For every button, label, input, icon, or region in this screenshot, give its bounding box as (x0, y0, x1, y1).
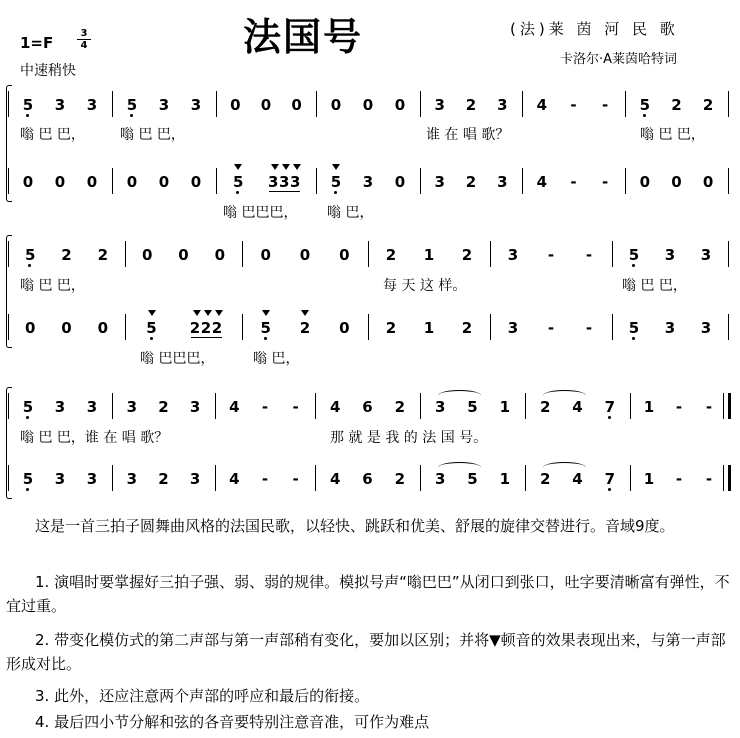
measure-v2-7 (629, 172, 724, 192)
note-3: 3 (700, 246, 712, 264)
note-0: 0 (141, 246, 153, 264)
sustain-dash: - (547, 246, 555, 264)
note-2: 2 (201, 319, 212, 337)
slur (543, 462, 587, 473)
note-0: 0 (178, 246, 189, 264)
note-4: 4 (229, 398, 240, 416)
note-paragraph-intro: 这是一首三拍子圆舞曲风格的法国民歌，以轻快、跳跃和优美、舒展的旋律交替进行。音域9度。 (35, 517, 675, 535)
barline (728, 91, 729, 117)
sustain-dash: - (675, 398, 683, 416)
note-1: 1 (423, 246, 435, 264)
note-5: 5 (22, 470, 34, 488)
note-2: 2 (298, 319, 312, 337)
note-3: 3 (86, 398, 98, 416)
note-5: 5 (22, 96, 34, 114)
measure-v1-7 (629, 95, 724, 115)
staccato-mark (271, 164, 279, 170)
note-3: 3 (434, 96, 445, 114)
note-0: 0 (339, 319, 350, 337)
measure-v2-3 (219, 469, 311, 489)
measure-v2-1 (12, 172, 108, 192)
note-2: 2 (394, 398, 406, 416)
note-3: 3 (54, 96, 66, 114)
measure-v1-2 (129, 245, 238, 265)
barline (8, 91, 9, 117)
sustain-dash: - (585, 246, 593, 264)
measure-v1-4 (320, 95, 416, 115)
note-0: 0 (362, 96, 374, 114)
lyric-s3-v1-b: 那 就 是 我 的 法 国 号。 (330, 430, 488, 446)
note-3: 3 (507, 246, 519, 264)
barline (125, 241, 126, 267)
staccato-mark (193, 310, 201, 316)
measure-v2-1 (12, 469, 108, 489)
barline (525, 393, 526, 419)
note-5: 5 (639, 96, 651, 114)
staccato-mark (148, 310, 156, 316)
note-2: 2 (385, 246, 397, 264)
barline (522, 168, 523, 194)
beam-underline (269, 191, 300, 192)
note-5: 5 (24, 246, 36, 264)
measure-v1-3 (219, 397, 311, 417)
lyric-s1-v2-b: 嗡 巴， (327, 205, 374, 221)
note-3: 3 (126, 398, 138, 416)
staccato-mark (215, 310, 223, 316)
note-0: 0 (260, 96, 272, 114)
barline (490, 314, 491, 340)
measure-v2-2 (129, 318, 238, 338)
note-3: 3 (497, 173, 508, 191)
barline (8, 314, 9, 340)
slur (438, 390, 482, 401)
song-title: 法国号 (243, 14, 364, 59)
note-0: 0 (126, 173, 138, 191)
note-3: 3 (290, 173, 301, 191)
note-0: 0 (24, 319, 36, 337)
note-2: 2 (671, 96, 682, 114)
measure-v2-5 (494, 318, 608, 338)
note-2: 2 (212, 319, 223, 337)
barline (420, 393, 421, 419)
measure-v2-3 (246, 318, 364, 338)
note-3: 3 (189, 470, 201, 488)
measure-v1-2 (116, 397, 211, 417)
measure-v2-2 (116, 469, 211, 489)
note-2: 2 (702, 96, 714, 114)
note-3: 3 (279, 173, 290, 191)
barline (630, 393, 631, 419)
note-3: 3 (268, 173, 279, 191)
staccato-mark (234, 164, 242, 170)
lyric-s2-v1-c: 嗡 巴 巴， (622, 278, 687, 294)
note-3: 3 (434, 398, 446, 416)
note-3: 3 (497, 96, 508, 114)
note-0: 0 (22, 173, 34, 191)
sustain-dash: - (585, 319, 593, 337)
barline (112, 465, 113, 491)
note-group (190, 319, 223, 337)
note-2: 2 (61, 246, 72, 264)
barline (420, 465, 421, 491)
measure-v1-1 (12, 245, 121, 265)
note-2: 2 (158, 398, 169, 416)
lyric-s1-v1-b: 嗡 巴 巴， (120, 127, 185, 143)
staccato-mark (332, 164, 340, 170)
note-1: 1 (499, 398, 511, 416)
note-2: 2 (158, 470, 169, 488)
sustain-dash: - (292, 398, 299, 416)
song-origin: (法)莱 茵 河 民 歌 (510, 20, 679, 38)
note-0: 0 (214, 246, 226, 264)
note-3: 3 (434, 173, 445, 191)
slur (438, 462, 482, 473)
barline (490, 241, 491, 267)
note-0: 0 (671, 173, 682, 191)
note-2: 2 (394, 470, 406, 488)
note-3: 3 (362, 173, 374, 191)
note-3: 3 (86, 470, 98, 488)
note-4: 4 (536, 96, 548, 114)
note-3: 3 (664, 319, 676, 337)
barline (315, 393, 316, 419)
note-0: 0 (97, 319, 109, 337)
note-3: 3 (54, 398, 66, 416)
note-4: 4 (572, 398, 583, 416)
lyric-s1-v2-a: 嗡 巴巴巴， (223, 205, 298, 221)
note-2: 2 (461, 319, 473, 337)
note-5: 5 (22, 398, 34, 416)
barline (8, 393, 9, 419)
staccato-mark (204, 310, 212, 316)
note-0: 0 (330, 96, 342, 114)
note-0: 0 (190, 173, 202, 191)
measure-v2-2 (116, 172, 212, 192)
key-signature: 1=F (20, 34, 54, 52)
note-0: 0 (54, 173, 66, 191)
barline (522, 91, 523, 117)
measure-v2-1 (12, 318, 121, 338)
staccato-mark (293, 164, 301, 170)
barline (630, 465, 631, 491)
measure-v1-6 (616, 245, 724, 265)
barline (368, 241, 369, 267)
note-5: 5 (467, 398, 478, 416)
barline (525, 465, 526, 491)
barline (316, 168, 317, 194)
barline (112, 91, 113, 117)
sustain-dash: - (675, 470, 683, 488)
note-paragraph-2: 2. 带变化模仿式的第二声部与第一声部稍有变化，要加以区别；并将▼顿音的效果表现出来，与第一声部形成对比。 (6, 631, 726, 673)
barline (625, 91, 626, 117)
staccato-mark (301, 310, 309, 316)
note-4: 4 (329, 398, 341, 416)
note-0: 0 (394, 173, 406, 191)
note-3: 3 (126, 470, 138, 488)
measure-v1-5 (424, 95, 518, 115)
measure-v1-1 (12, 95, 108, 115)
measure-v2-6 (616, 318, 724, 338)
note-5: 5 (231, 173, 245, 191)
note-4: 4 (572, 470, 583, 488)
note-5: 5 (126, 96, 138, 114)
sustain-dash: - (705, 398, 713, 416)
note-0: 0 (299, 246, 311, 264)
measure-v2-4 (320, 172, 416, 192)
note-5: 5 (329, 173, 343, 191)
measure-v1-3 (246, 245, 364, 265)
note-4: 4 (329, 470, 341, 488)
note-0: 0 (394, 96, 406, 114)
lyric-s1-v1-a: 嗡 巴 巴， (20, 127, 85, 143)
note-0: 0 (639, 173, 651, 191)
note-2: 2 (385, 319, 397, 337)
barline (315, 465, 316, 491)
final-barline (728, 465, 731, 491)
note-5: 5 (628, 246, 640, 264)
note-3: 3 (664, 246, 676, 264)
note-0: 0 (291, 96, 302, 114)
barline (368, 314, 369, 340)
note-0: 0 (230, 96, 241, 114)
note-paragraph-4: 4. 最后四小节分解和弦的各音要特别注意音准，可作为难点 (35, 713, 430, 731)
barline (242, 314, 243, 340)
barline (316, 91, 317, 117)
note-2: 2 (461, 246, 473, 264)
note-3: 3 (507, 319, 519, 337)
barline (125, 314, 126, 340)
barline (728, 314, 729, 340)
lyric-s2-v1-b: 每 天 这 样。 (383, 278, 467, 294)
note-6: 6 (362, 398, 373, 416)
note-3: 3 (54, 470, 66, 488)
lyric-s1-v1-c: 谁 在 唱 歌？ (426, 127, 510, 143)
measure-v1-4 (319, 397, 416, 417)
lyric-s2-v1-a: 嗡 巴 巴， (20, 278, 85, 294)
note-1: 1 (643, 398, 655, 416)
sustain-dash: - (570, 96, 577, 114)
note-1: 1 (423, 319, 435, 337)
sustain-dash: - (292, 470, 299, 488)
barline (112, 168, 113, 194)
time-sig-bottom: 4 (80, 40, 88, 51)
sustain-dash: - (602, 96, 609, 114)
barline (420, 168, 421, 194)
note-2: 2 (465, 173, 477, 191)
barline (612, 241, 613, 267)
note-2: 2 (465, 96, 477, 114)
note-3: 3 (434, 470, 446, 488)
barline (112, 393, 113, 419)
measure-v2-4 (372, 318, 486, 338)
note-7: 7 (604, 398, 616, 416)
lyric-s2-v2-b: 嗡 巴， (253, 351, 300, 367)
note-group (268, 173, 301, 191)
time-signature (77, 28, 91, 51)
note-3: 3 (190, 96, 202, 114)
note-0: 0 (86, 173, 98, 191)
measure-v2-6 (526, 172, 621, 192)
lyricist-credit: 卡洛尔·A莱茵哈特词 (560, 52, 678, 67)
note-3: 3 (189, 398, 201, 416)
note-paragraph-3: 3. 此外，还应注意两个声部的呼应和最后的衔接。 (35, 687, 370, 705)
note-0: 0 (702, 173, 714, 191)
note-paragraph-1: 1. 演唱时要掌握好三拍子强、弱、弱的规律。模拟号声“嗡巴巴”从闭口到张口，吐字要清晰富有弹性，不宜过重。 (6, 573, 730, 615)
barline (215, 465, 216, 491)
lyric-s2-v2-a: 嗡 巴巴巴， (140, 351, 215, 367)
note-5: 5 (259, 319, 273, 337)
note-3: 3 (158, 96, 170, 114)
measure-v1-7 (634, 397, 724, 417)
note-1: 1 (499, 470, 511, 488)
measure-v1-3 (220, 95, 312, 115)
measure-v2-5 (424, 172, 518, 192)
lyric-s1-v1-d: 嗡 巴 巴， (640, 127, 705, 143)
note-2: 2 (539, 398, 551, 416)
note-4: 4 (536, 173, 548, 191)
sustain-dash: - (570, 173, 577, 191)
barline (216, 168, 217, 194)
sustain-dash: - (261, 470, 269, 488)
measure-v1-2 (116, 95, 212, 115)
note-3: 3 (86, 96, 98, 114)
note-4: 4 (229, 470, 240, 488)
slur (543, 390, 587, 401)
measure-v2-4 (319, 469, 416, 489)
measure-v2-7 (634, 469, 724, 489)
tempo-marking: 中速稍快 (20, 63, 76, 79)
note-0: 0 (339, 246, 350, 264)
note-6: 6 (362, 470, 373, 488)
note-2: 2 (190, 319, 201, 337)
note-7: 7 (604, 470, 616, 488)
barline (8, 168, 9, 194)
barline (8, 465, 9, 491)
measure-v2-3 (220, 172, 312, 192)
measure-v1-6 (526, 95, 621, 115)
staccato-mark (262, 310, 270, 316)
sustain-dash: - (261, 398, 269, 416)
note-2: 2 (539, 470, 551, 488)
barline (420, 91, 421, 117)
sustain-dash: - (705, 470, 713, 488)
final-barline (728, 393, 731, 419)
note-5: 5 (467, 470, 478, 488)
note-2: 2 (97, 246, 109, 264)
note-3: 3 (700, 319, 712, 337)
barline (728, 241, 729, 267)
barline (242, 241, 243, 267)
barline (612, 314, 613, 340)
barline (8, 241, 9, 267)
barline (215, 393, 216, 419)
note-0: 0 (158, 173, 170, 191)
barline (625, 168, 626, 194)
note-5: 5 (145, 319, 159, 337)
measure-v1-5 (494, 245, 608, 265)
note-0: 0 (61, 319, 72, 337)
lyric-s3-v1-a: 嗡 巴 巴，谁 在 唱 歌？ (20, 430, 169, 446)
sustain-dash: - (547, 319, 555, 337)
time-sig-top: 3 (80, 28, 88, 39)
measure-v1-1 (12, 397, 108, 417)
staccato-mark (282, 164, 290, 170)
barline (728, 168, 729, 194)
note-1: 1 (643, 470, 655, 488)
beam-underline (191, 337, 222, 338)
note-5: 5 (628, 319, 640, 337)
sustain-dash: - (602, 173, 609, 191)
note-0: 0 (260, 246, 271, 264)
barline (216, 91, 217, 117)
measure-v1-4 (372, 245, 486, 265)
